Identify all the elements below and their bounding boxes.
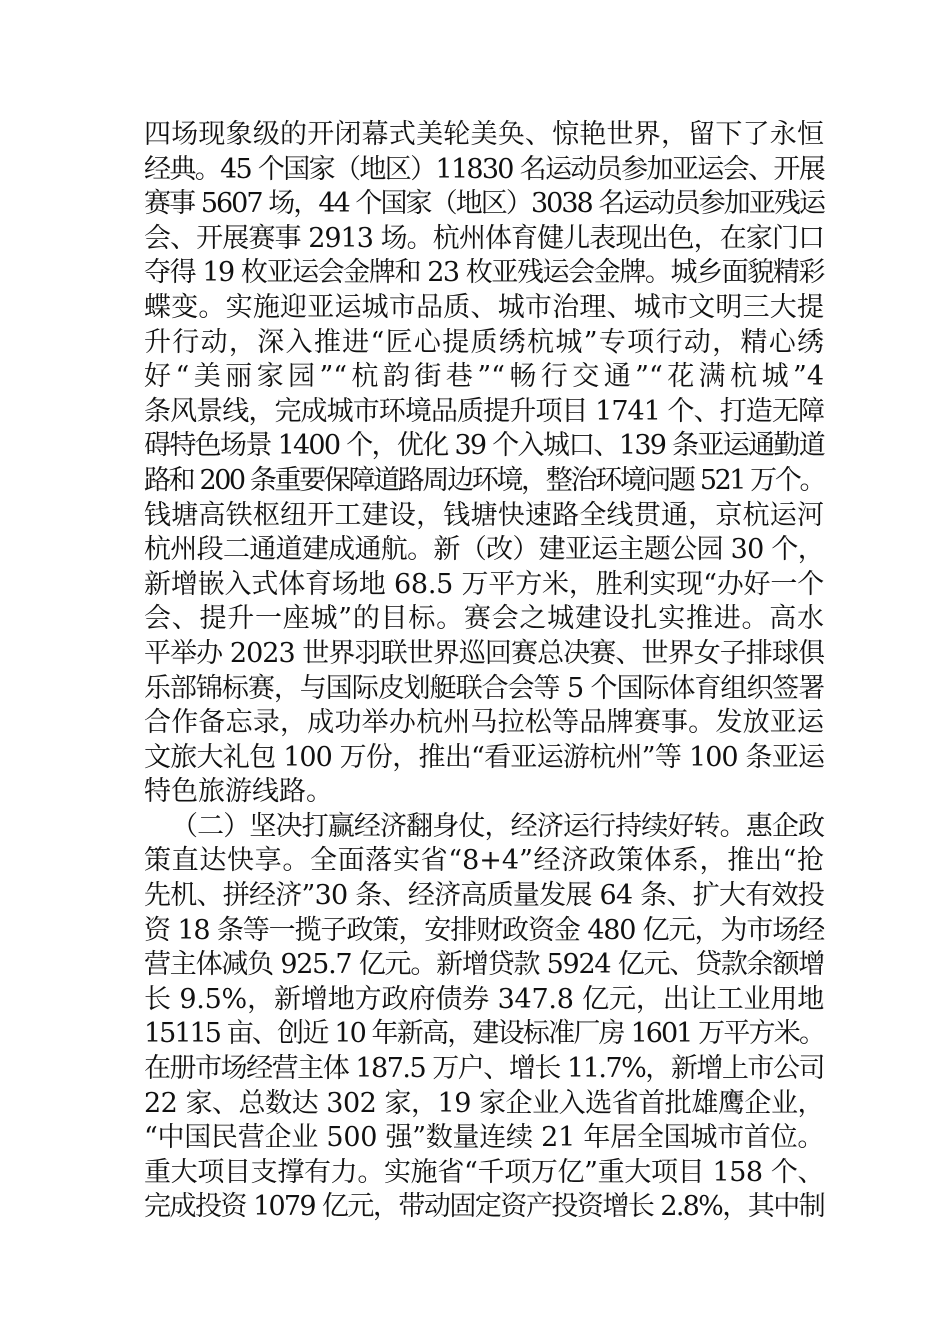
text-line: 碍特色场景 1400 个，优化 39 个入城口、139 条亚运通勤道 <box>144 430 825 462</box>
text-line: 新增嵌入式体育场地 68.5 万平方米，胜利实现“办好一个 <box>144 568 824 600</box>
text-line: 会、开展赛事 2913 场。杭州体育健儿表现出色，在家门口 <box>144 222 824 254</box>
text-line: 路和 200 条重要保障道路周边环境，整治环境问题 521 万个。 <box>144 464 824 496</box>
text-line: 会、提升一座城”的目标。赛会之城建设扎实推进。高水 <box>144 603 824 635</box>
text-line: 蝶变。实施迎亚运城市品质、城市治理、城市文明三大提 <box>144 291 824 323</box>
text-line: 15115 亩、创近 10 年新高，建设标准厂房 1601 万平方米。 <box>144 1018 824 1050</box>
text-line: 乐部锦标赛，与国际皮划艇联合会等 5 个国际体育组织签署 <box>144 672 824 704</box>
text-line: 资 18 条等一揽子政策，安排财政资金 480 亿元，为市场经 <box>144 914 824 946</box>
text-line: 升行动，深入推进“匠心提质绣杭城”专项行动，精心绣 <box>144 326 824 358</box>
text-line: 22 家、总数达 302 家，19 家企业入选省首批雄鹰企业， <box>144 1087 824 1119</box>
text-line: 重大项目支撑有力。实施省“千项万亿”重大项目 158 个、 <box>144 1156 824 1188</box>
text-line: 完成投资 1079 亿元，带动固定资产投资增长 2.8%，其中制 <box>144 1191 824 1223</box>
text-line: 条风景线，完成城市环境品质提升项目 1741 个、打造无障 <box>144 395 824 427</box>
text-line: 长 9.5%，新增地方政府债券 347.8 亿元，出让工业用地 <box>144 983 824 1015</box>
text-line: “中国民营企业 500 强”数量连续 21 年居全国城市首位。 <box>144 1122 825 1154</box>
text-line: 夺得 19 枚亚运会金牌和 23 枚亚残运会金牌。城乡面貌精彩 <box>144 257 824 289</box>
text-line: 先机、拼经济”30 条、经济高质量发展 64 条、扩大有效投 <box>144 880 824 912</box>
text-line: 杭州段二通道建成通航。新（改）建亚运主题公园 30 个， <box>144 534 824 566</box>
text-line: 平举办 2023 世界羽联世界巡回赛总决赛、世界女子排球俱 <box>144 637 824 669</box>
text-line: 好“美丽家园”“杭韵街巷”“畅行交通”“花满杭城”4 <box>144 361 824 393</box>
text-line: 特色旅游线路。 <box>144 776 333 808</box>
text-line: 四场现象级的开闭幕式美轮美奂、惊艳世界，留下了永恒 <box>144 119 824 150</box>
text-line: 策直达快享。全面落实省“8+4”经济政策体系，推出“抢 <box>144 845 824 877</box>
text-line: 经典。45 个国家（地区）11830 名运动员参加亚运会、开展 <box>144 153 824 185</box>
text-line: 钱塘高铁枢纽开工建设，钱塘快速路全线贯通，京杭运河 <box>144 499 824 531</box>
text-line: （二）坚决打赢经济翻身仗，经济运行持续好转。惠企政 <box>171 810 824 842</box>
text-line: 合作备忘录，成功举办杭州马拉松等品牌赛事。发放亚运 <box>144 707 824 739</box>
text-line: 文旅大礼包 100 万份，推出“看亚运游杭州”等 100 条亚运 <box>144 741 824 773</box>
text-line: 赛事 5607 场，44 个国家（地区）3038 名运动员参加亚残运 <box>144 188 824 220</box>
text-line: 在册市场经营主体 187.5 万户、增长 11.7%，新增上市公司 <box>144 1053 824 1085</box>
document-body <box>144 118 824 1225</box>
text-line: 营主体减负 925.7 亿元。新增贷款 5924 亿元、贷款余额增 <box>144 949 824 981</box>
